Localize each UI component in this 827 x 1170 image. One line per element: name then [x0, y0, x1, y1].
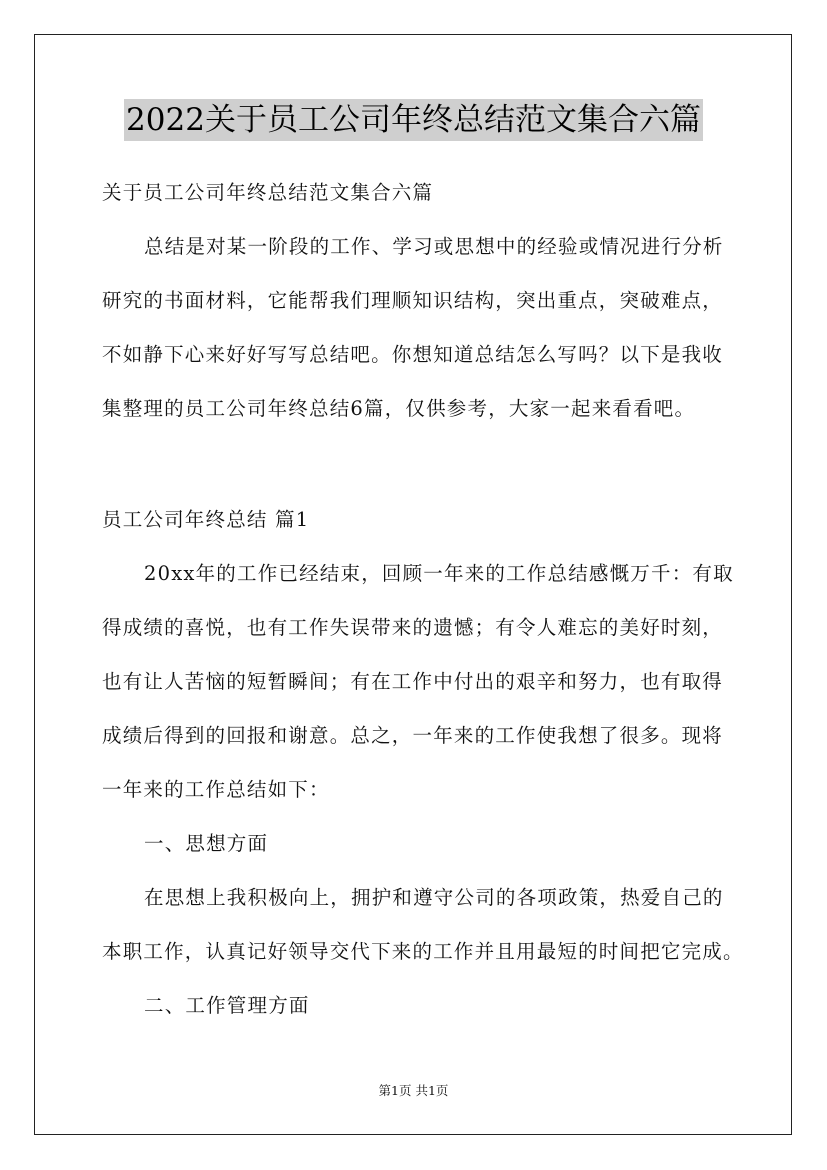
document-title: 2022关于员工公司年终总结范文集合六篇: [124, 99, 703, 141]
title-container: [0, 99, 827, 141]
sub-heading-management: 二、工作管理方面: [144, 994, 310, 1017]
section-line-3: 也有让人苦恼的短暂瞬间；有在工作中付出的艰辛和努力，也有取得: [102, 670, 724, 693]
section-line-4: 成绩后得到的回报和谢意。总之，一年来的工作使我想了很多。现将: [102, 724, 724, 747]
intro-line-3: 不如静下心来好好写写总结吧。你想知道总结怎么写吗？以下是我收: [102, 343, 724, 366]
sub-heading-thought: 一、思想方面: [144, 832, 269, 855]
document-subtitle: 关于员工公司年终总结范文集合六篇: [102, 181, 434, 204]
section-line-1: 20xx年的工作已经结束，回顾一年来的工作总结感慨万千：有取: [144, 562, 734, 585]
section-heading: 员工公司年终总结 篇1: [102, 508, 310, 531]
page-footer: [0, 1082, 827, 1100]
intro-line-2: 研究的书面材料，它能帮我们理顺知识结构，突出重点，突破难点，: [102, 289, 724, 312]
thought-line-2: 本职工作，认真记好领导交代下来的工作并且用最短的时间把它完成。: [102, 940, 744, 963]
intro-line-1: 总结是对某一阶段的工作、学习或思想中的经验或情况进行分析: [144, 235, 724, 258]
section-line-5: 一年来的工作总结如下：: [102, 778, 330, 801]
intro-line-4: 集整理的员工公司年终总结6篇，仅供参考，大家一起来看看吧。: [102, 397, 696, 420]
page-number: 第1页 共1页: [378, 1083, 449, 1098]
section-line-2: 得成绩的喜悦，也有工作失误带来的遗憾；有令人难忘的美好时刻，: [102, 616, 724, 639]
thought-line-1: 在思想上我积极向上，拥护和遵守公司的各项政策，热爱自己的: [144, 886, 724, 909]
